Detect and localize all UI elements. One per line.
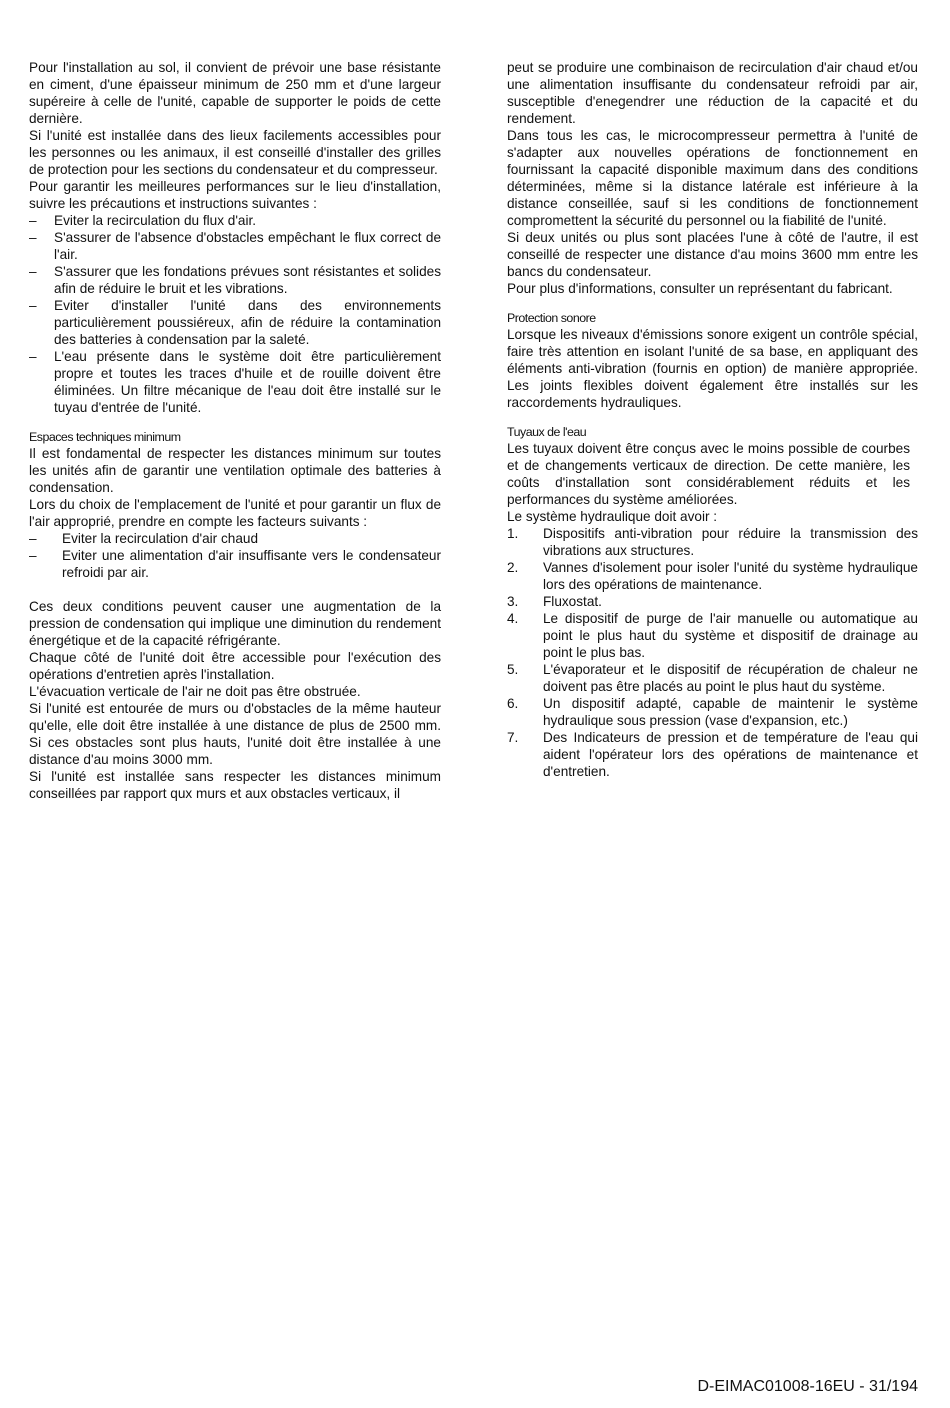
paragraph: Chaque côté de l'unité doit être accessible pour l'exécution des opérations d'entretien après l'installation.: [29, 650, 441, 682]
list-item: 3. Fluxostat.: [507, 594, 602, 609]
paragraph: Pour garantir les meilleures performances sur le lieu d'installation, suivre les précautions et instructions suivantes :: [29, 179, 441, 211]
paragraph: Dans tous les cas, le microcompresseur permettra à l'unité de s'adapter aux nouvelles opérations de fonctionnement en fournissant la capacité disponible maximum dans des conditions déterminées, même si la distance latérale est inférieure à la distance conseillée, sauf si les conditions de fonctionnement compromettent la sécurité du personnel ou la fiabilité de l'unité.: [507, 128, 918, 228]
page-footer: D-EIMAC01008-16EU - 31/194: [697, 1378, 918, 1395]
paragraph: Le système hydraulique doit avoir :: [507, 509, 718, 524]
list-item: – Eviter la recirculation d'air chaud: [29, 530, 441, 547]
paragraph: peut se produire une combinaison de recirculation d'air chaud et/ou une alimentation insuffisante du condensateur refroidi par air, susceptible d'enegendrer une réduction de la capacité et du rendement.: [507, 60, 918, 126]
paragraph: L'évacuation verticale de l'air ne doit pas être obstruée.: [29, 684, 361, 699]
list-item: – Eviter une alimentation d'air insuffisante vers le condensateur refroidi par air.: [29, 547, 441, 581]
paragraph: Lors du choix de l'emplacement de l'unité et pour garantir un flux de l'air approprié, prendre en compte les facteurs suivants :: [29, 497, 441, 529]
paragraph: Si l'unité est entourée de murs ou d'obstacles de la même hauteur qu'elle, elle doit être installée à une distance de plus de 2500 mm. Si ces obstacles sont plus hauts, l'unité doit être installée à une distance d'au moins 3000 mm.: [29, 701, 441, 767]
precautions-list: [29, 212, 441, 416]
list-item: 2. Vannes d'isolement pour isoler l'unité du système hydraulique lors des opérations de maintenance.: [507, 560, 918, 592]
list-item: – Eviter d'installer l'unité dans des environnements particulièrement poussiéreux, afin de réduire la contamination des batteries à condensation par la saleté.: [29, 297, 441, 348]
section-heading-protection-sonore: Protection sonore: [507, 311, 596, 325]
section-heading-espaces: Espaces techniques minimum: [29, 430, 181, 444]
section-heading-tuyaux: Tuyaux de l'eau: [507, 425, 587, 439]
paragraph: Lorsque les niveaux d'émissions sonore exigent un contrôle spécial, faire très attention en isolant l'unité de sa base, en appliquant des éléments anti-vibration (fournis en option) de manière appropriée. Les joints flexibles doivent également être installés sur les raccordements hydrauliques.: [507, 327, 918, 410]
list-item: – S'assurer que les fondations prévues sont résistantes et solides afin de réduire le bruit et les vibrations.: [29, 263, 441, 297]
list-item: – Eviter la recirculation du flux d'air.: [29, 212, 441, 229]
paragraph: Si l'unité est installée dans des lieux facilements accessibles pour les personnes ou les animaux, il est conseillé d'installer des grilles de protection pour les sections du condensateur et du compresseur.: [29, 128, 441, 177]
list-item: – L'eau présente dans le système doit être particulièrement propre et toutes les traces d'huile et de rouille doivent être éliminées. Un filtre mécanique de l'eau doit être installé sur le tuyau d'entrée de l'unité.: [29, 348, 441, 416]
list-item: 5. L'évaporateur et le dispositif de récupération de chaleur ne doivent pas être placés au point le plus haut du système.: [507, 662, 918, 694]
requirements-list: [507, 525, 918, 780]
list-item: 6. Un dispositif adapté, capable de maintenir le système hydraulique sous pression (vase d'expansion, etc.): [507, 696, 918, 728]
list-item: 4. Le dispositif de purge de l'air manuelle ou automatique au point le plus haut du système et dispositif de drainage au point le plus bas.: [507, 611, 918, 660]
paragraph: Il est fondamental de respecter les distances minimum sur toutes les unités afin de garantir une ventilation optimale des batteries à condensation.: [29, 446, 441, 495]
paragraph: Les tuyaux doivent être conçus avec le moins possible de courbes et de changements verticaux de direction. De cette manière, les coûts d'installation sont considérablement réduits et les performances du système améliorées.: [507, 441, 910, 507]
paragraph: Pour l'installation au sol, il convient de prévoir une base résistante en ciment, d'une épaisseur minimum de 250 mm et d'une largeur supéreire à celle de l'unité, capable de supporter le poids de cette dernière.: [29, 60, 441, 126]
left-column: [29, 59, 441, 802]
list-item: – S'assurer de l'absence d'obstacles empêchant le flux correct de l'air.: [29, 229, 441, 263]
factors-list: [29, 530, 441, 581]
paragraph: Pour plus d'informations, consulter un représentant du fabricant.: [507, 281, 893, 296]
paragraph: Ces deux conditions peuvent causer une augmentation de la pression de condensation qui implique une diminution du rendement énergétique et de la capacité réfrigérante.: [29, 599, 441, 648]
paragraph: Si l'unité est installée sans respecter les distances minimum conseillées par rapport qux murs et aux obstacles verticaux, il: [29, 769, 441, 801]
list-item: 7. Des Indicateurs de pression et de température de l'eau qui aident l'opérateur lors des opérations de maintenance et d'entretien.: [507, 730, 918, 779]
right-column: [507, 59, 918, 780]
paragraph: Si deux unités ou plus sont placées l'une à côté de l'autre, il est conseillé de respecter une distance d'au moins 3600 mm entre les bancs du condensateur.: [507, 230, 918, 279]
list-item: 1. Dispositifs anti-vibration pour réduire la transmission des vibrations aux structures.: [507, 526, 918, 558]
